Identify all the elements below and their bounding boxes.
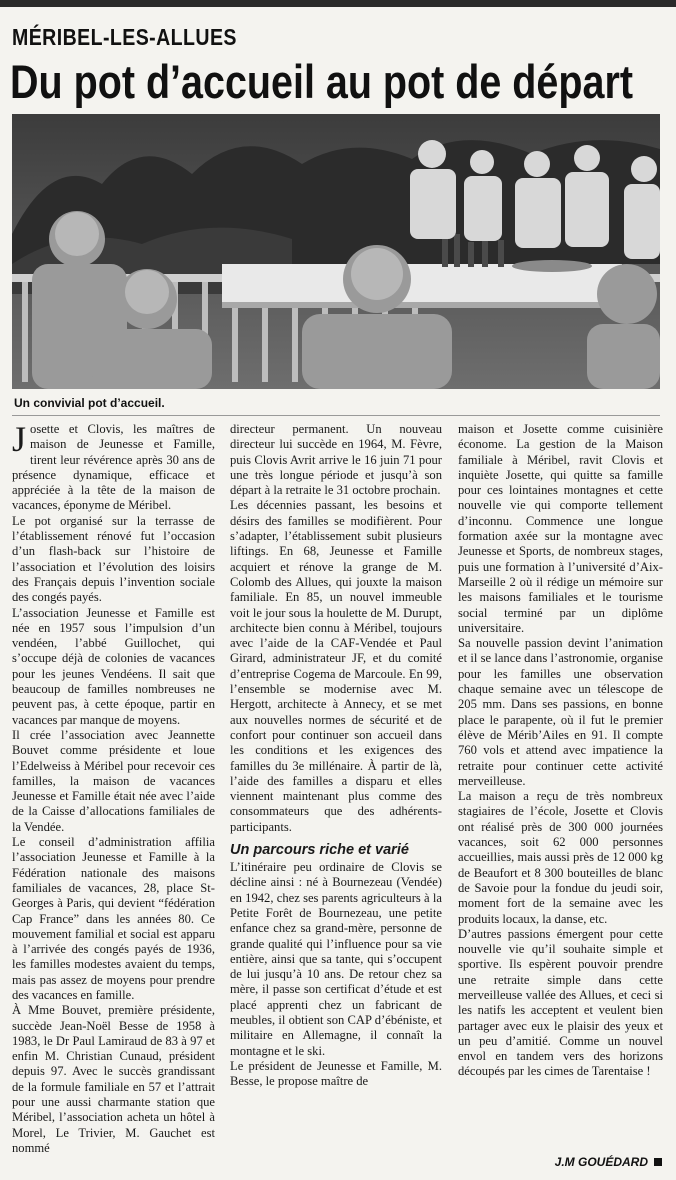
paragraph: directeur permanent. Un nouveau directeur lui succède en 1964, M. Fèvre, puis Clovis Avrit arrive le 16 juin 71 pour une très longue période et jusqu’à son départ à la retraite le 31 octobre prochain. [230,422,442,498]
section-subhead: Un parcours riche et varié [230,842,409,859]
paragraph: D’autres passions émergent pour cette nouvelle vie qu’il souhaite simple et sportive. Ils espèrent pouvoir prendre une retraite simple dans cette merveilleuse vallée des Allues, et ceci si les natifs les acceptent et veulent bien partager avec eux le plaisir des yeux et un peu d’amitié. Comme un nouvel envol en tandem vers des horizons découpés par les cimes de Tarentaise ! [458,926,663,1079]
paragraph: À Mme Bouvet, première présidente, succède Jean-Noël Besse de 1958 à 1983, le Dr Paul Lamiraud de 83 à 97 et enfin M. Christian Cunaud, président depuis 97. Avec le succès grandissant de la formule familiale en 57 et l’attrait pour une aussi charmante station que Méribel, l’association acheta un hôtel à Morel, Le Trivier, M. Gauchet est nommé [12,1003,215,1155]
end-mark-icon [654,1158,662,1166]
paragraph: maison et Josette comme cuisinière économe. La gestion de la Maison familiale à Méribel, ravit Clovis et inquiète Josette, qui quitte sa famille pour ces lointaines montagnes et cette nouvelle vie qui comporte tellement d’inconnu. Commence une longue formation axée sur la montagne avec Jeunesse et Sports, de nombreux stages, puis une formation à l’université d’Aix-Marseille 2 où il rédige un mémoire sur les maisons familiales et le tourisme social terminé par un diplôme universitaire. [458,422,663,635]
article-column-3 [458,422,663,1080]
photo-illustration [12,114,660,389]
paragraph: Il crée l’association avec Jeannette Bouvet comme présidente et loue l’Edelweiss à Méribel pour recevoir ces familles, la maison de vacances Jeunesse et Famille était née avec l’aide de la Caisse d’allocations familiales de la Vendée. [12,727,215,834]
photo-caption: Un convivial pot d’accueil. [14,396,165,410]
paragraph: Sa nouvelle passion devint l’animation et il se lance dans l’astronomie, organise pour les familles une observation chaque semaine avec un télescope de 205 mm. Dans ses passions, en bonne place le parapente, où il fut le premier élève de Mérib’Ailes en 91. Il compte 760 vols et attend avec impatience la retraite pour continuer cette activité merveilleuse. [458,636,663,788]
paragraph: La maison a reçu de très nombreux stagiaires de l’école, Josette et Clovis ont réalisé près de 300 000 journées vacances, soit 62 000 personnes accueillies, mais aussi près de 12 000 kg de Beaufort et 8 300 bouteilles de blanc de Savoie pour la fondue du jeudi soir, moment fort de la semaine avec les produits locaux, la danse, etc. [458,789,663,926]
paragraph: L’association Jeunesse et Famille est née en 1957 sous l’impulsion d’un vendéen, l’abbé Guillochet, qui s’occupe déjà de colonies de vacances pour les jeunes Vendéens. Il sait que beaucoup de familles nombreuses ne peuvent pas, à cette époque, partir en vacances par manque de moyens. [12,605,215,727]
paragraph: Le pot organisé sur la terrasse de l’établissement rénové fut l’occasion d’un flash-back sur l’histoire de l’association et l’évolution des loisirs des Français depuis l’invention sociale des congés payés. [12,513,215,605]
paragraph: Le conseil d’administration affilia l’association Jeunesse et Famille à la Fédération nationale des maisons familiales de vacances, 28, place St-Georges à Paris, qui devient “fédération Cap France” dans les années 80. Ce mouvement familial et social est apparu à l’arrivée des congés payés de 1936, les familles modestes avaient du temps, mais pas assez de moyens pour prendre des vacances en famille. [12,835,215,1002]
article-kicker: MÉRIBEL-LES-ALLUES [12,24,237,50]
paragraph: Les décennies passant, les besoins et désirs des familles se modifièrent. Pour s’adapter, l’établissement subit plusieurs liftings. En 68, Jeunesse et Famille acquiert et rénove la grange de M. Colomb des Allues, qui jouxte la maison familiale. En 85, un nouvel immeuble voit le jour sous la houlette de M. Durupt, architecte bien connu à Méribel, toujours avec l’aide de la CAF-Vendée et Paul Girard, administrateur JF, et du comité d’entreprise Cogema de Marcoule. En 99, l’ensemble se modernise avec M. Hergott, architecte à Annecy, et se met aux nouvelles normes de sécurité et de confort pour continuer son accueil dans les conditions et les exigences des familles du 3e millénaire. À partir de là, l’aide des familles a disparu et elles viennent maintenant plus comme des consommateurs que des adhérents-participants. [230,498,442,834]
paragraph: L’itinéraire peu ordinaire de Clovis se décline ainsi : né à Bournezeau (Vendée) en 1942, chez ses parents agriculteurs à la Petite Forêt de Bournezeau, une petite enfance chez sa grand-mère, personne de grande qualité qui l’influence pour sa vie entière, ainsi que sa tante, qui s’occupent de lui jusqu’à 10 ans. De retour chez sa mère, il passe son certificat d’étude et est placé apprenti chez un fabricant de meubles, il obtient son CAP d’ébéniste, et militaire en Allemagne, il connaît la montagne et le ski. [230,860,442,1058]
drop-cap: J [12,419,27,459]
article-column-2 [230,422,442,1089]
paragraph: Josette et Clovis, les maîtres de maison de Jeunesse et Famille, tirent leur révérence après 30 ans de présence dynamique, efficace et appréciée à la tête de la maison de vacances, éponyme de Méribel. [12,419,215,513]
author-signature: J.M GOUÉDARD [555,1155,662,1169]
article-column-1 [12,419,215,1156]
caption-rule [12,415,660,416]
paragraph: Le président de Jeunesse et Famille, M. Besse, le propose maître de [230,1058,442,1089]
article-photo [12,114,660,389]
top-band [0,0,676,7]
article-headline: Du pot d’accueil au pot de départ [10,55,633,108]
